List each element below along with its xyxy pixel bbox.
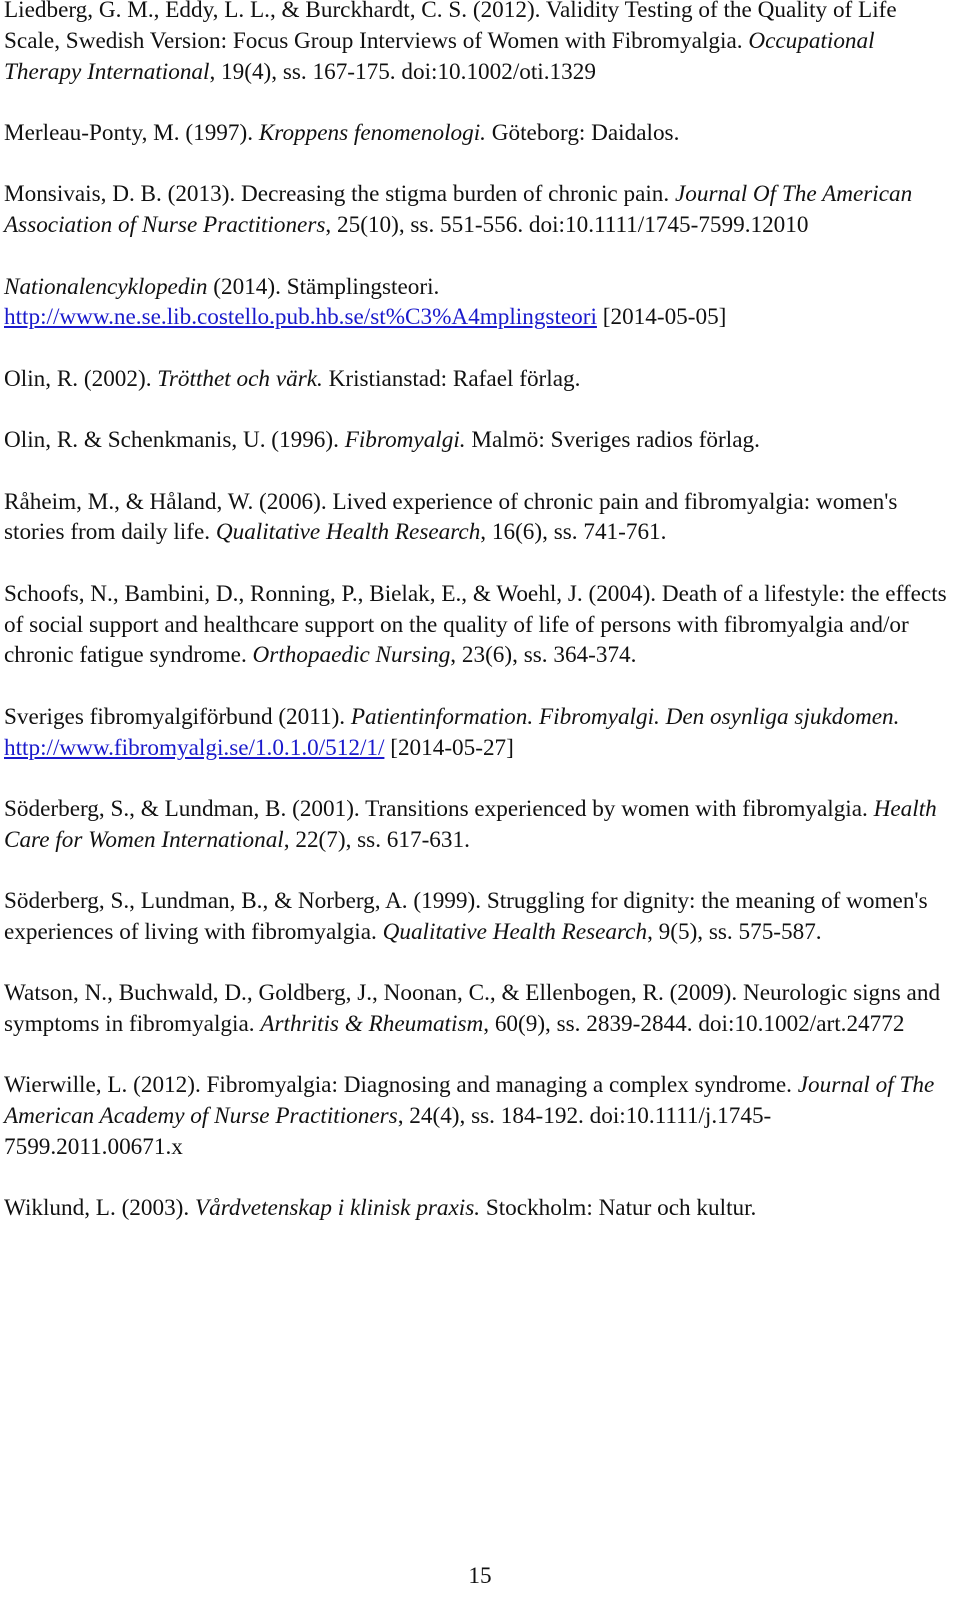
reference-olin-schenkmanis-1996: Olin, R. & Schenkmanis, U. (1996). Fibromyalgi. Malmö: Sveriges radios förlag. xyxy=(4,427,760,454)
reference-merleau-ponty-1997: Merleau-Ponty, M. (1997). Kroppens fenomenologi. Göteborg: Daidalos. xyxy=(4,119,680,146)
reference-sveriges-fibromyalgiforbund-2011: Sveriges fibromyalgiförbund (2011). Patientinformation. Fibromyalgi. Den osynliga sjukdomen. http://www.fibromyalgi.se/1.0.1.0/512/1/ [2014-05-27] xyxy=(4,703,900,761)
reference-liedberg-2012: Liedberg, G. M., Eddy, L. L., & Burckhardt, C. S. (2012). Validity Testing of the Quality of Life Scale, Swedish Version: Focus Group Interviews of Women with Fibromyalgia. Occupational Therapy International, 19(4), ss. 167-175. doi:10.1002/oti.1329 xyxy=(4,0,897,85)
reference-monsivais-2013: Monsivais, D. B. (2013). Decreasing the stigma burden of chronic pain. Journal Of The American Association of Nurse Practitioners, 25(10), ss. 551-556. doi:10.1111/1745-7599.12010 xyxy=(4,181,913,239)
reference-soderberg-lundman-norberg-1999: Söderberg, S., Lundman, B., & Norberg, A. (1999). Struggling for dignity: the meaning of women's experiences of living with fibromyalgia. Qualitative Health Research, 9(5), ss. 575-587. xyxy=(4,888,928,945)
ne-stamplingsteori-link[interactable]: http://www.ne.se.lib.costello.pub.hb.se/st%C3%A4mplingsteori xyxy=(4,304,597,331)
reference-wiklund-2003: Wiklund, L. (2003). Vårdvetenskap i klinisk praxis. Stockholm: Natur och kultur. xyxy=(4,1195,757,1222)
fibromyalgi-se-link[interactable]: http://www.fibromyalgi.se/1.0.1.0/512/1/ xyxy=(4,734,385,761)
reference-olin-2002: Olin, R. (2002). Trötthet och värk. Kristianstad: Rafael förlag. xyxy=(4,365,581,392)
reference-schoofs-2004: Schoofs, N., Bambini, D., Ronning, P., Bielak, E., & Woehl, J. (2004). Death of a lifestyle: the effects of social support and healthcare support on the quality of life of persons with fibromyalgia and/or chronic fatigue syndrome. Orthopaedic Nursing, 23(6), ss. 364-374. xyxy=(4,580,947,669)
reference-wierwille-2012: Wierwille, L. (2012). Fibromyalgia: Diagnosing and managing a complex syndrome. Journal of The American Academy of Nurse Practitioners, 24(4), ss. 184-192. doi:10.1111/j.1745-7599.2011.00671.x xyxy=(4,1072,935,1161)
page-number: 15 xyxy=(468,1563,492,1589)
reference-list xyxy=(4,0,949,1255)
reference-nationalencyklopedin-2014: Nationalencyklopedin (2014). Stämplingsteori. http://www.ne.se.lib.costello.pub.hb.se/st%C3%A4mplingsteori [2014-05-05] xyxy=(4,273,727,331)
reference-soderberg-lundman-2001: Söderberg, S., & Lundman, B. (2001). Transitions experienced by women with fibromyalgia. Health Care for Women International, 22(7), ss. 617-631. xyxy=(4,795,937,853)
reference-watson-2009: Watson, N., Buchwald, D., Goldberg, J., Noonan, C., & Ellenbogen, R. (2009). Neurologic signs and symptoms in fibromyalgia. Arthritis & Rheumatism, 60(9), ss. 2839-2844. doi:10.1002/art.24772 xyxy=(4,980,941,1038)
reference-raheim-2006: Råheim, M., & Håland, W. (2006). Lived experience of chronic pain and fibromyalgia: women's stories from daily life. Qualitative Health Research, 16(6), ss. 741-761. xyxy=(4,488,898,546)
